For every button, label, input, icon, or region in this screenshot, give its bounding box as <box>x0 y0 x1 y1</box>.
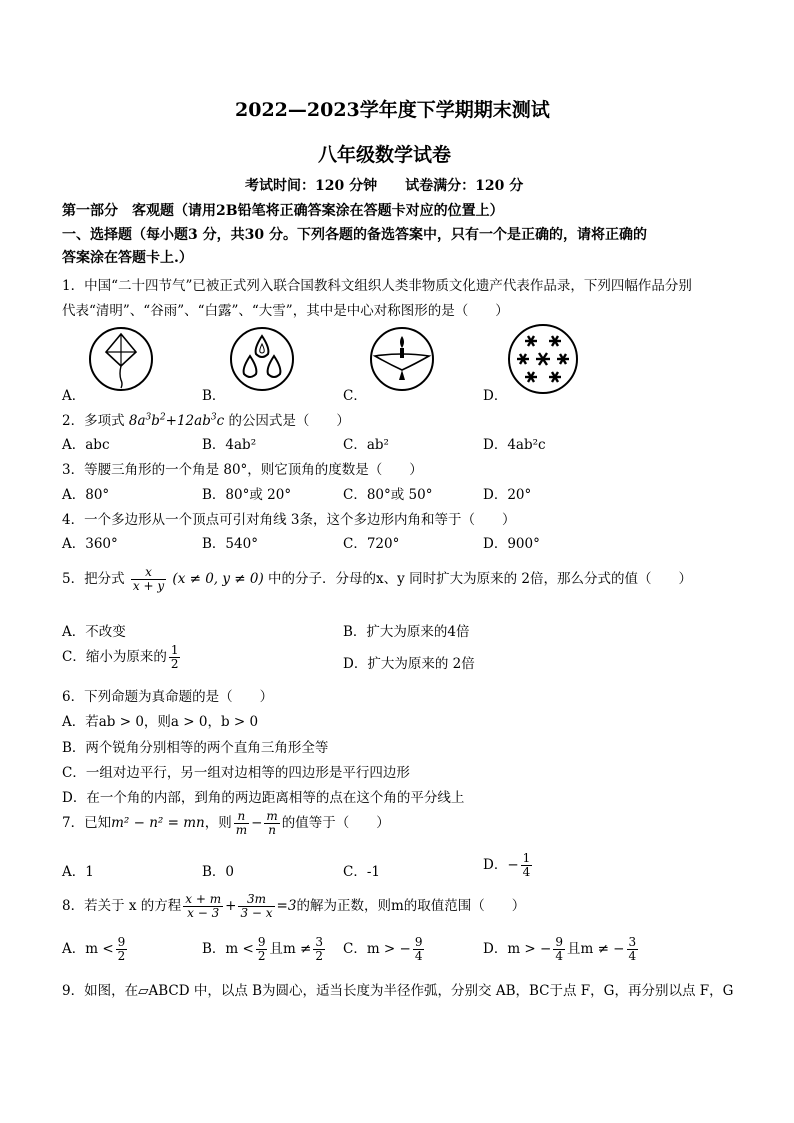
q5-fraction: $\frac{x}{x + y}$ <box>132 565 165 593</box>
q7-stem: 7．已知m² − n² = mn，则 $\frac{n}{m}$ − $\frac{m}{n}$ 的值等于（ ） <box>62 809 390 837</box>
q1-option-b: B． <box>202 388 226 404</box>
q6-stem: 6．下列命题为真命题的是（ ） <box>62 689 274 705</box>
q5-stem <box>62 566 692 593</box>
figure-kite <box>88 326 154 392</box>
fraction-quarter: $\frac{1}{4}$ <box>522 851 531 879</box>
q7-condition: m² − n² = mn <box>111 815 205 831</box>
q8-option-d: D．m > − $\frac{9}{4}$ 且m ≠ − $\frac{3}{4}$ <box>483 935 637 963</box>
q7-option-b: B．0 <box>202 864 235 880</box>
q7-fraction-a: $\frac{n}{m}$ <box>235 809 248 837</box>
section-heading-line2: 答案涂在答题卡上.） <box>62 250 193 266</box>
q5-option-c: C．缩小为原来的 $\frac{1}{2}$ <box>62 643 179 671</box>
exam-title: 2022—2023学年度下学期期末测试 <box>235 99 550 121</box>
q2-polynomial: $8a^3b^2+12ab^3c$ <box>128 412 225 429</box>
fraction-half: $\frac{1}{2}$ <box>170 643 179 671</box>
q7-option-c: C．-1 <box>343 864 380 880</box>
q8-option-c: C．m > − $\frac{9}{4}$ <box>343 935 423 963</box>
exam-info: 考试时间：120 分钟 试卷满分：120 分 <box>245 178 524 194</box>
q1-stem-line1: 1．中国“二十四节气”已被正式列入联合国教科文组织人类非物质文化遗产代表作品录，下列四幅作品分别 <box>62 278 692 294</box>
q6-option-d: D．在一个角的内部，到角的两边距离相等的点在这个角的平分线上 <box>62 790 465 806</box>
q4-option-d: D．900° <box>483 536 540 552</box>
q8-option-a: A．m < $\frac{9}{2}$ <box>62 935 126 963</box>
q7-option-a: A．1 <box>62 864 94 880</box>
figure-snowflakes <box>507 323 579 395</box>
q4-option-c: C．720° <box>343 536 400 552</box>
q6-option-b: B．两个锐角分别相等的两个直角三角形全等 <box>62 740 329 756</box>
q5-option-b: B．扩大为原来的4倍 <box>343 624 470 640</box>
q2-stem-prefix: 2．多项式 <box>62 413 125 429</box>
q1-option-d: D． <box>483 388 508 404</box>
q1-option-a: A． <box>62 388 86 404</box>
q6-option-c: C．一组对边平行，另一组对边相等的四边形是平行四边形 <box>62 765 410 781</box>
q3-option-a: A．80° <box>62 487 110 503</box>
q6-option-a: A．若ab > 0，则a > 0，b > 0 <box>62 714 259 730</box>
q2-stem <box>62 409 350 429</box>
figure-raindrops <box>229 326 295 392</box>
q5-condition: (x ≠ 0, y ≠ 0) <box>172 571 264 587</box>
q2-option-c: C．ab² <box>343 437 389 453</box>
q5-option-d: D．扩大为原来的 2倍 <box>343 656 475 672</box>
part-heading: 第一部分 客观题（请用2B铅笔将正确答案涂在答题卡对应的位置上） <box>62 203 504 219</box>
q7-fraction-b: $\frac{m}{n}$ <box>266 809 278 837</box>
q5-stem-prefix: 5．把分式 <box>62 571 125 587</box>
q2-option-a: A．abc <box>62 437 110 453</box>
q2-option-b: B．4ab² <box>202 437 257 453</box>
q4-option-a: A．360° <box>62 536 118 552</box>
q3-option-b: B．80°或 20° <box>202 487 292 503</box>
section-heading-line1: 一、选择题（每小题3 分，共30 分。下列各题的备选答案中，只有一个是正确的，请将正确的 <box>62 227 647 243</box>
q5-stem-suffix: 中的分子．分母的x、y 同时扩大为原来的 2倍，那么分式的值（ ） <box>268 571 692 587</box>
q3-option-d: D．20° <box>483 487 532 503</box>
q7-option-d: D．− $\frac{1}{4}$ <box>483 851 531 879</box>
q8-stem: 8．若关于 x 的方程 $\frac{x + m}{x - 3}$ + $\frac{3m}{3 - x}$ =3的解为正数，则m的取值范围（ ） <box>62 892 526 920</box>
q4-stem: 4．一个多边形从一个顶点可引对角线 3条，这个多边形内角和等于（ ） <box>62 512 516 528</box>
q1-stem-line2: 代表“清明”、“谷雨”、“白露”、“大雪”，其中是中心对称图形的是（ ） <box>62 303 509 319</box>
q9-stem: 9．如图，在▱ABCD 中，以点 B为圆心，适当长度为半径作弧，分别交 AB，BC于点 F，G，再分别以点 F，G <box>62 983 734 999</box>
figure-lamp <box>369 326 435 392</box>
q8-fraction-a: $\frac{x + m}{x - 3}$ <box>185 892 222 920</box>
q2-option-d: D．4ab²c <box>483 437 546 453</box>
q4-option-b: B．540° <box>202 536 258 552</box>
exam-subtitle: 八年级数学试卷 <box>318 144 452 166</box>
q3-option-c: C．80°或 50° <box>343 487 433 503</box>
q2-stem-suffix: 的公因式是（ ） <box>228 413 350 429</box>
q5-option-a: A．不改变 <box>62 624 126 640</box>
q1-option-c: C． <box>343 388 367 404</box>
q8-fraction-b: $\frac{3m}{3 - x}$ <box>240 892 273 920</box>
q3-stem: 3．等腰三角形的一个角是 80°，则它顶角的度数是（ ） <box>62 462 423 478</box>
q8-option-b: B．m < $\frac{9}{2}$ 且m ≠ $\frac{3}{2}$ <box>202 935 324 963</box>
